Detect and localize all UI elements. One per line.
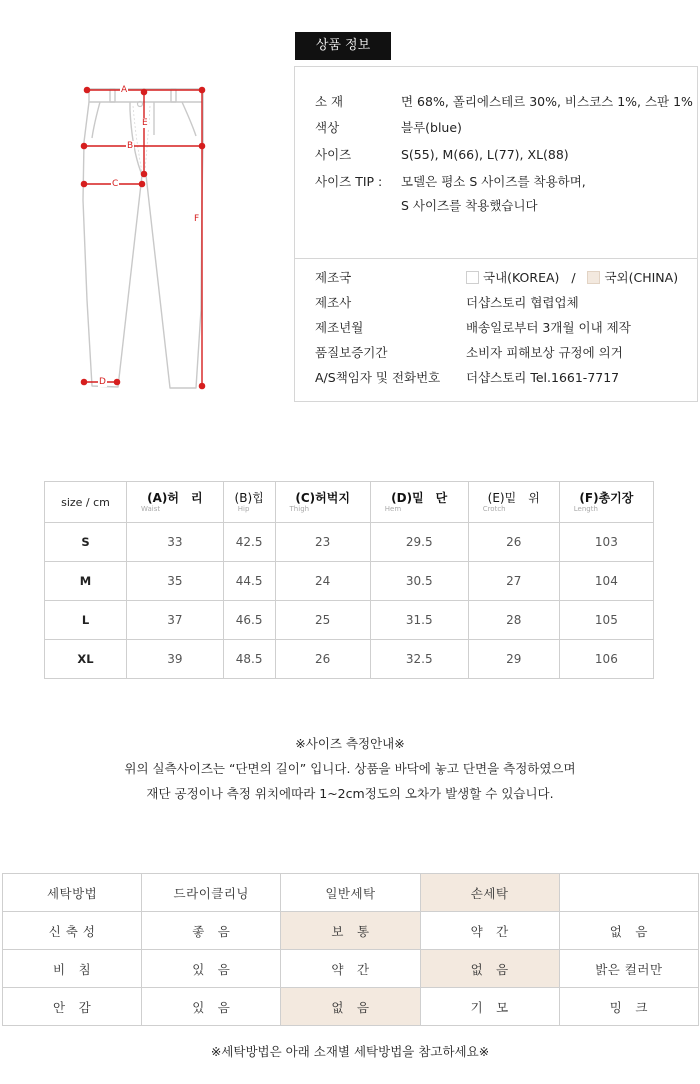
header-length: (F)총기장 Length — [559, 482, 653, 523]
origin-korea-checkbox — [466, 271, 479, 284]
size-label: 사이즈 — [315, 147, 352, 162]
size-table-corner: size / cm — [45, 482, 127, 523]
value-cell: 33 — [127, 523, 224, 562]
value-cell: 32.5 — [370, 640, 468, 679]
care-cell-selected: 없 음 — [420, 950, 559, 988]
size-cell: S — [45, 523, 127, 562]
care-cell: 안 감 — [3, 988, 142, 1026]
care-cell: 기 모 — [420, 988, 559, 1026]
diagram-label-c: C — [112, 179, 119, 189]
value-cell: 28 — [468, 601, 559, 640]
origin-options — [466, 270, 678, 286]
warranty-value: 소비자 피해보상 규정에 의거 — [466, 345, 623, 360]
care-cell: 비 침 — [3, 950, 142, 988]
value-cell: 104 — [559, 562, 653, 601]
color-value: 블루(blue) — [401, 120, 462, 135]
value-cell: 35 — [127, 562, 224, 601]
value-cell: 44.5 — [223, 562, 275, 601]
info-divider — [295, 258, 697, 259]
care-cell: 밍 크 — [559, 988, 698, 1026]
warranty-label: 품질보증기간 — [315, 345, 388, 360]
origin-china-checkbox — [587, 271, 600, 284]
value-cell: 29 — [468, 640, 559, 679]
care-cell: 좋 음 — [142, 912, 281, 950]
header-hem: (D)밑 단 Hem — [370, 482, 468, 523]
value-cell: 26 — [275, 640, 370, 679]
header-waist: (A)허 리 Waist — [127, 482, 224, 523]
size-note-line-1: 위의 실측사이즈는 “단면의 길이” 입니다. 상품을 바닥에 놓고 단면을 측정하였으며 — [124, 761, 576, 776]
value-cell: 106 — [559, 640, 653, 679]
as-contact-label: A/S책임자 및 전화번호 — [315, 370, 441, 385]
origin-china-label: 국외(CHINA) — [604, 270, 679, 285]
diagram-label-b: B — [127, 141, 134, 151]
size-table — [44, 481, 654, 679]
size-tip-value: 모델은 평소 S 사이즈를 착용하며, — [401, 174, 586, 189]
size-tip-label: 사이즈 TIP : — [315, 174, 383, 189]
header-hip: (B)힙 Hip — [223, 482, 275, 523]
value-cell: 24 — [275, 562, 370, 601]
care-cell-selected: 없 음 — [281, 988, 420, 1026]
value-cell: 42.5 — [223, 523, 275, 562]
value-cell: 27 — [468, 562, 559, 601]
value-cell: 105 — [559, 601, 653, 640]
care-cell: 신 축 성 — [3, 912, 142, 950]
value-cell: 31.5 — [370, 601, 468, 640]
value-cell: 37 — [127, 601, 224, 640]
origin-korea-label: 국내(KOREA) — [483, 270, 560, 285]
product-info-box — [294, 66, 698, 402]
size-value: S(55), M(66), L(77), XL(88) — [401, 147, 569, 162]
table-row — [3, 912, 699, 950]
pants-outline — [70, 80, 220, 400]
table-row — [3, 988, 699, 1026]
material-label: 소 재 — [315, 94, 344, 109]
material-value: 면 68%, 폴리에스테르 30%, 비스코스 1%, 스판 1% — [401, 94, 693, 109]
care-cell — [559, 874, 698, 912]
care-cell: 일반세탁 — [281, 874, 420, 912]
value-cell: 46.5 — [223, 601, 275, 640]
pants-measurement-diagram — [70, 80, 220, 400]
value-cell: 26 — [468, 523, 559, 562]
size-cell: M — [45, 562, 127, 601]
table-row — [45, 601, 654, 640]
value-cell: 29.5 — [370, 523, 468, 562]
care-cell-selected: 손세탁 — [420, 874, 559, 912]
care-cell: 약 간 — [420, 912, 559, 950]
size-table-header — [45, 482, 654, 523]
diagram-label-d: D — [99, 377, 106, 387]
care-cell-selected: 보 통 — [281, 912, 420, 950]
table-row — [3, 874, 699, 912]
manufacture-date-value: 배송일로부터 3개월 이내 제작 — [466, 320, 631, 335]
manufacture-date-label: 제조년월 — [315, 320, 364, 335]
color-label: 색상 — [315, 120, 340, 135]
table-row — [45, 523, 654, 562]
manufacturer-label: 제조사 — [315, 295, 352, 310]
table-row — [3, 950, 699, 988]
care-table — [2, 873, 699, 1026]
diagram-label-e: E — [142, 118, 148, 128]
care-note: ※세탁방법은 아래 소재별 세탁방법을 참고하세요※ — [210, 1044, 490, 1059]
as-contact-value: 더샵스토리 Tel.1661-7717 — [466, 370, 620, 385]
diagram-label-a: A — [121, 85, 128, 95]
origin-label: 제조국 — [315, 270, 352, 285]
origin-separator: / — [571, 270, 576, 285]
header-thigh: (C)허벅지 Thigh — [275, 482, 370, 523]
care-cell: 있 음 — [142, 950, 281, 988]
size-note-line-2: 재단 공정이나 측정 위치에따라 1~2cm정도의 오차가 발생할 수 있습니다. — [146, 786, 554, 801]
diagram-label-f: F — [194, 214, 200, 224]
value-cell: 39 — [127, 640, 224, 679]
size-cell: XL — [45, 640, 127, 679]
size-note-title: ※사이즈 측정안내※ — [295, 736, 405, 751]
care-cell: 세탁방법 — [3, 874, 142, 912]
care-cell: 밝은 컬러만 — [559, 950, 698, 988]
value-cell: 103 — [559, 523, 653, 562]
value-cell: 48.5 — [223, 640, 275, 679]
value-cell: 23 — [275, 523, 370, 562]
manufacturer-value: 더샵스토리 협렵업체 — [466, 295, 579, 310]
value-cell: 25 — [275, 601, 370, 640]
table-row — [45, 562, 654, 601]
care-cell: 없 음 — [559, 912, 698, 950]
care-cell: 약 간 — [281, 950, 420, 988]
size-tip-value-2: S 사이즈를 착용했습니다 — [401, 198, 538, 213]
header-crotch: (E)밑 위 Crotch — [468, 482, 559, 523]
care-cell: 있 음 — [142, 988, 281, 1026]
size-cell: L — [45, 601, 127, 640]
care-cell: 드라이클리닝 — [142, 874, 281, 912]
product-info-title: 상품 정보 — [295, 32, 391, 60]
table-row — [45, 640, 654, 679]
value-cell: 30.5 — [370, 562, 468, 601]
